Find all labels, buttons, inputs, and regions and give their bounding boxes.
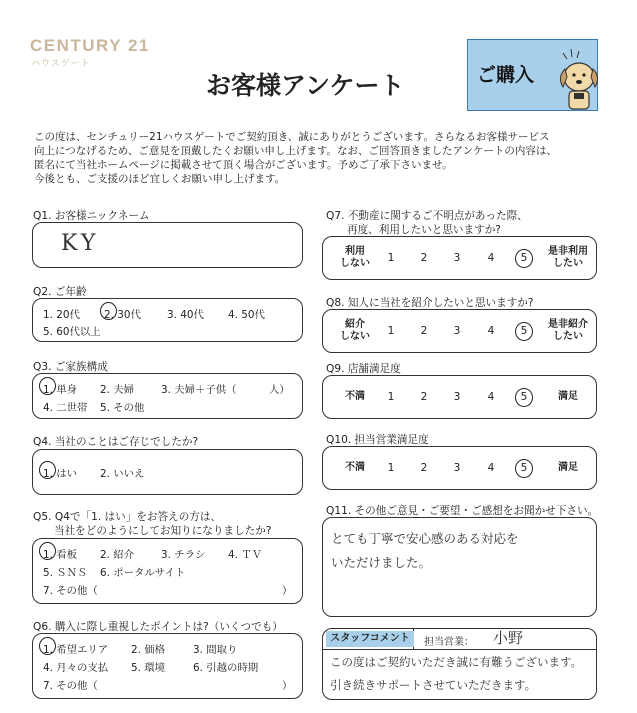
q7-label: Q7. 不動産に関するご不明点があった際、 — [326, 210, 528, 222]
q8-choice-1[interactable]: 1 — [387, 325, 395, 337]
brand-logo: CENTURY 21 — [30, 36, 150, 55]
q8-low-label: 紹介 しない — [340, 319, 370, 342]
q6-option-7-close: ） — [282, 680, 293, 692]
q6-option-7[interactable]: 7. その他（ — [43, 680, 98, 692]
q2-option-4[interactable]: 4. 50代 — [228, 309, 265, 321]
q1-label: Q1. お客様ニックネーム — [33, 210, 150, 222]
selection-circle — [39, 461, 56, 479]
q2-option-5[interactable]: 5. 60代以上 — [43, 326, 101, 338]
q2-options-box — [32, 298, 303, 342]
q10-choice-4[interactable]: 4 — [487, 462, 495, 474]
q3-options-box — [32, 373, 303, 419]
intro-line: 向上につなげるため、ご意見を頂戴したくお願い申し上げます。なお、ご回答頂きましたアンケートの内容は、 — [34, 145, 557, 157]
selection-circle — [39, 637, 56, 655]
q10-high-label: 満足 — [558, 462, 578, 473]
q9-choice-3[interactable]: 3 — [453, 391, 461, 403]
q2-label: Q2. ご年齢 — [33, 286, 87, 298]
q5-option-5[interactable]: 5. ＳＮＳ — [43, 567, 88, 579]
intro-line: 匿名にて当社ホームページに掲載させて頂く場合がございます。予めご了承下さいませ。 — [34, 159, 453, 171]
q7-choice-1[interactable]: 1 — [387, 252, 395, 264]
q3-option-2[interactable]: 2. 夫婦 — [100, 384, 134, 396]
q10-scale-box — [322, 446, 597, 490]
q10-choice-1[interactable]: 1 — [387, 462, 395, 474]
q6-option-3[interactable]: 3. 間取り — [193, 644, 238, 656]
q4-label: Q4. 当社のことはご存じでしたか? — [33, 436, 199, 448]
staff-comment-line-1: この度はご契約いただき誠に有難うございます。 — [330, 655, 583, 669]
q7-choice-3[interactable]: 3 — [453, 252, 461, 264]
q10-choice-2[interactable]: 2 — [420, 462, 428, 474]
q11-comment-box[interactable] — [322, 517, 597, 617]
dog-mascot-icon — [557, 47, 601, 111]
q3-option-4[interactable]: 4. 二世帯 — [43, 402, 88, 414]
q2-option-1[interactable]: 1. 20代 — [43, 309, 80, 321]
q5-options-box — [32, 538, 303, 604]
q7-low-label: 利用 しない — [340, 246, 370, 269]
q5-label: Q5. Q4で「1. はい」をお答えの方は、 — [33, 511, 222, 523]
q10-choice-3[interactable]: 3 — [453, 462, 461, 474]
q11-comment-line-2: いただけました。 — [331, 555, 432, 570]
q5-option-2[interactable]: 2. 紹介 — [100, 549, 134, 561]
rep-name: 小野 — [493, 629, 524, 647]
q3-option-3[interactable]: 3. 夫婦＋子供（ — [161, 384, 237, 396]
selection-circle — [100, 302, 117, 320]
q7-choice-2[interactable]: 2 — [420, 252, 428, 264]
q9-scale-box — [322, 375, 597, 419]
q4-options-box — [32, 449, 303, 495]
staff-comment-line-2: 引き続きサポートさせていただきます。 — [330, 678, 537, 692]
q9-choice-2[interactable]: 2 — [420, 391, 428, 403]
q10-label: Q10. 担当営業満足度 — [326, 434, 429, 446]
q3-option-1[interactable]: 1. 単身 — [43, 384, 77, 396]
q6-option-4[interactable]: 4. 月々の支払 — [43, 662, 109, 674]
q8-scale-box — [322, 309, 597, 353]
selection-circle — [39, 377, 56, 395]
q10-low-label: 不満 — [345, 462, 365, 473]
q11-label: Q11. その他ご意見・ご要望・ご感想をお聞かせ下さい。 — [326, 505, 599, 517]
q9-high-label: 満足 — [558, 391, 578, 402]
q8-choice-2[interactable]: 2 — [420, 325, 428, 337]
q3-label: Q3. ご家族構成 — [33, 361, 108, 373]
q5-option-7[interactable]: 7. その他（ — [43, 585, 98, 597]
q3-option-3-close: 人） — [269, 384, 290, 396]
q4-option-2[interactable]: 2. いいえ — [100, 468, 145, 480]
q5-label-2: 当社をどのようにしてお知りになりましたか? — [54, 525, 272, 537]
intro-text — [34, 130, 609, 186]
q8-high-label: 是非紹介 したい — [548, 319, 588, 342]
q5-option-7-close: ） — [282, 585, 293, 597]
q6-label: Q6. 購入に際し重視したポイントは?（いくつでも） — [33, 621, 283, 633]
q6-options-box — [32, 633, 303, 699]
intro-line: 今後とも、ご支援のほど宜しくお願い申し上げます。 — [34, 173, 286, 185]
q7-high-label: 是非利用 したい — [548, 246, 588, 269]
selection-circle — [39, 542, 56, 560]
selection-circle — [515, 459, 533, 478]
q8-choice-5[interactable]: 5 — [520, 325, 528, 337]
q1-answer: KY — [61, 231, 100, 256]
selection-circle — [515, 249, 533, 268]
brand-sub: ハウスゲート — [31, 59, 91, 69]
q1-answer-box[interactable] — [32, 222, 303, 268]
q6-option-2[interactable]: 2. 価格 — [131, 644, 165, 656]
q9-choice-1[interactable]: 1 — [387, 391, 395, 403]
q7-scale-box — [322, 236, 597, 280]
q6-option-6[interactable]: 6. 引越の時期 — [193, 662, 259, 674]
q9-label: Q9. 店舗満足度 — [326, 363, 401, 375]
q7-label-2: 再度、利用したいと思いますか? — [347, 224, 501, 236]
staff-comment-header: スタッフコメント — [326, 631, 414, 647]
purchase-badge — [467, 39, 598, 111]
q4-option-1[interactable]: 1. はい — [43, 468, 77, 480]
q11-comment-line-1: とても丁寧で安心感のある対応を — [331, 531, 519, 546]
q8-choice-3[interactable]: 3 — [453, 325, 461, 337]
selection-circle — [515, 388, 533, 407]
intro-line: この度は、センチュリー21ハウスゲートでご契約頂き、誠にありがとうございます。さらなるお客様サービス — [34, 131, 550, 143]
q5-option-1[interactable]: 1. 看板 — [43, 549, 77, 561]
q9-choice-4[interactable]: 4 — [487, 391, 495, 403]
q3-option-5[interactable]: 5. その他 — [100, 402, 145, 414]
q7-choice-4[interactable]: 4 — [487, 252, 495, 264]
rep-label: 担当営業： — [424, 637, 474, 648]
page-title: お客様アンケート — [206, 71, 405, 100]
q2-option-3[interactable]: 3. 40代 — [167, 309, 204, 321]
q5-option-6[interactable]: 6. ポータルサイト — [100, 567, 186, 579]
badge-label: ご購入 — [477, 64, 535, 86]
q2-option-2[interactable]: 2. 30代 — [104, 309, 141, 321]
q10-choice-5[interactable]: 5 — [520, 462, 528, 474]
selection-circle — [515, 322, 533, 341]
q7-choice-5[interactable]: 5 — [520, 252, 528, 264]
q6-option-1[interactable]: 1. 希望エリア — [43, 644, 109, 656]
q9-choice-5[interactable]: 5 — [520, 391, 528, 403]
q5-option-3[interactable]: 3. チラシ — [161, 549, 206, 561]
q9-low-label: 不満 — [345, 391, 365, 402]
q8-choice-4[interactable]: 4 — [487, 325, 495, 337]
q5-option-4[interactable]: 4. ＴＶ — [228, 549, 262, 561]
q6-option-5[interactable]: 5. 環境 — [131, 662, 165, 674]
q8-label: Q8. 知人に当社を紹介したいと思いますか? — [326, 297, 534, 309]
